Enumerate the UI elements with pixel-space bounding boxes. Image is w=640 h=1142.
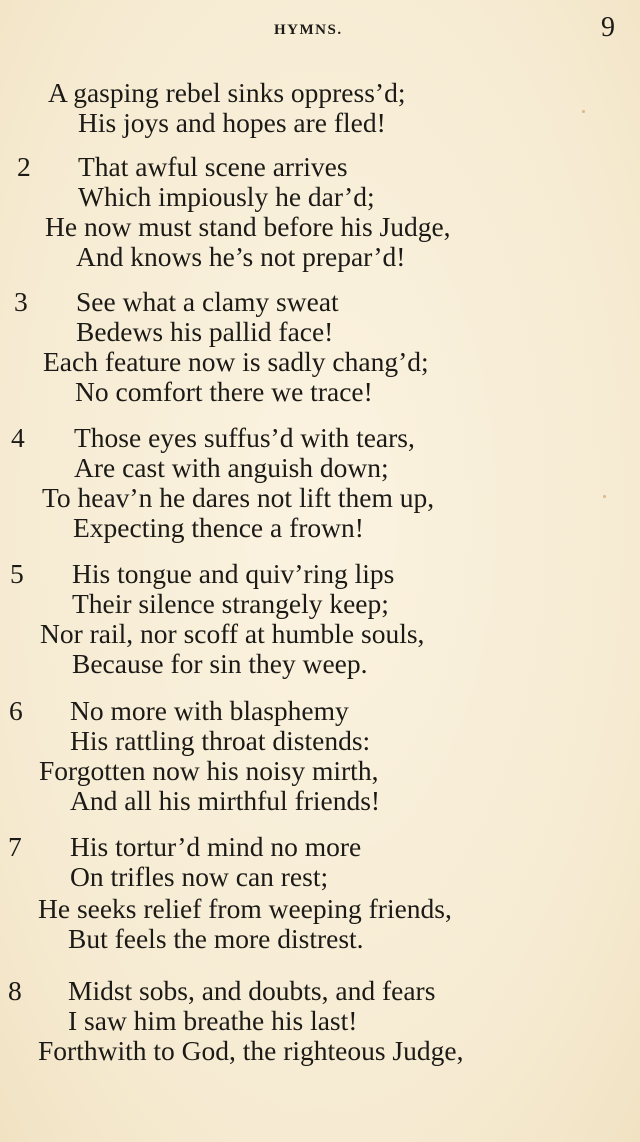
page-number: 9	[601, 12, 615, 43]
verse-line: Each feature now is sadly chang’d;	[43, 346, 429, 377]
verse-line: He seeks relief from weeping friends,	[38, 893, 452, 924]
stanza-number: 2	[17, 151, 31, 182]
verse-line: That awful scene arrives	[78, 151, 348, 182]
verse-line: Bedews his pallid face!	[76, 316, 334, 347]
verse-line: To heav’n he dares not lift them up,	[42, 482, 435, 513]
stanza-number: 5	[10, 558, 24, 589]
verse-line: I saw him breathe his last!	[68, 1005, 358, 1036]
verse-line: Forthwith to God, the righteous Judge,	[38, 1035, 464, 1066]
verse-line: His tortur’d mind no more	[70, 831, 362, 862]
stanza-number: 8	[8, 975, 22, 1006]
verse-line: Those eyes suffus’d with tears,	[74, 422, 415, 453]
verse-line: His joys and hopes are fled!	[78, 107, 386, 138]
verse-line: See what a clamy sweat	[76, 286, 339, 317]
running-head: HYMNS.	[274, 22, 343, 38]
verse-line: No comfort there we trace!	[75, 376, 373, 407]
verse-line: Because for sin they weep.	[72, 648, 368, 679]
stanza-number: 3	[14, 286, 28, 317]
verse-line: And knows he’s not prepar’d!	[76, 241, 406, 272]
verse-line: And all his mirthful friends!	[70, 785, 381, 816]
verse-line: He now must stand before his Judge,	[45, 211, 451, 242]
verse-line: Expecting thence a frown!	[73, 512, 364, 543]
verse-line: On trifles now can rest;	[70, 861, 329, 892]
paper-speck	[582, 110, 585, 113]
verse-line: But feels the more distrest.	[68, 923, 364, 954]
verse-line: Forgotten now his noisy mirth,	[39, 755, 379, 786]
verse-line: Are cast with anguish down;	[74, 452, 389, 483]
stanza-number: 6	[9, 695, 23, 726]
paper-speck	[603, 495, 606, 498]
stanza-number: 4	[11, 422, 25, 453]
verse-line: A gasping rebel sinks oppress’d;	[48, 77, 406, 108]
verse-line: Their silence strangely keep;	[72, 588, 389, 619]
stanza-number: 7	[8, 831, 22, 862]
verse-line: Which impiously he dar’d;	[78, 181, 375, 212]
verse-line: Midst sobs, and doubts, and fears	[68, 975, 436, 1006]
verse-line: Nor rail, nor scoff at humble souls,	[40, 618, 425, 649]
verse-line: His tongue and quiv’ring lips	[72, 558, 395, 589]
verse-line: No more with blasphemy	[70, 695, 349, 726]
verse-line: His rattling throat distends:	[70, 725, 371, 756]
